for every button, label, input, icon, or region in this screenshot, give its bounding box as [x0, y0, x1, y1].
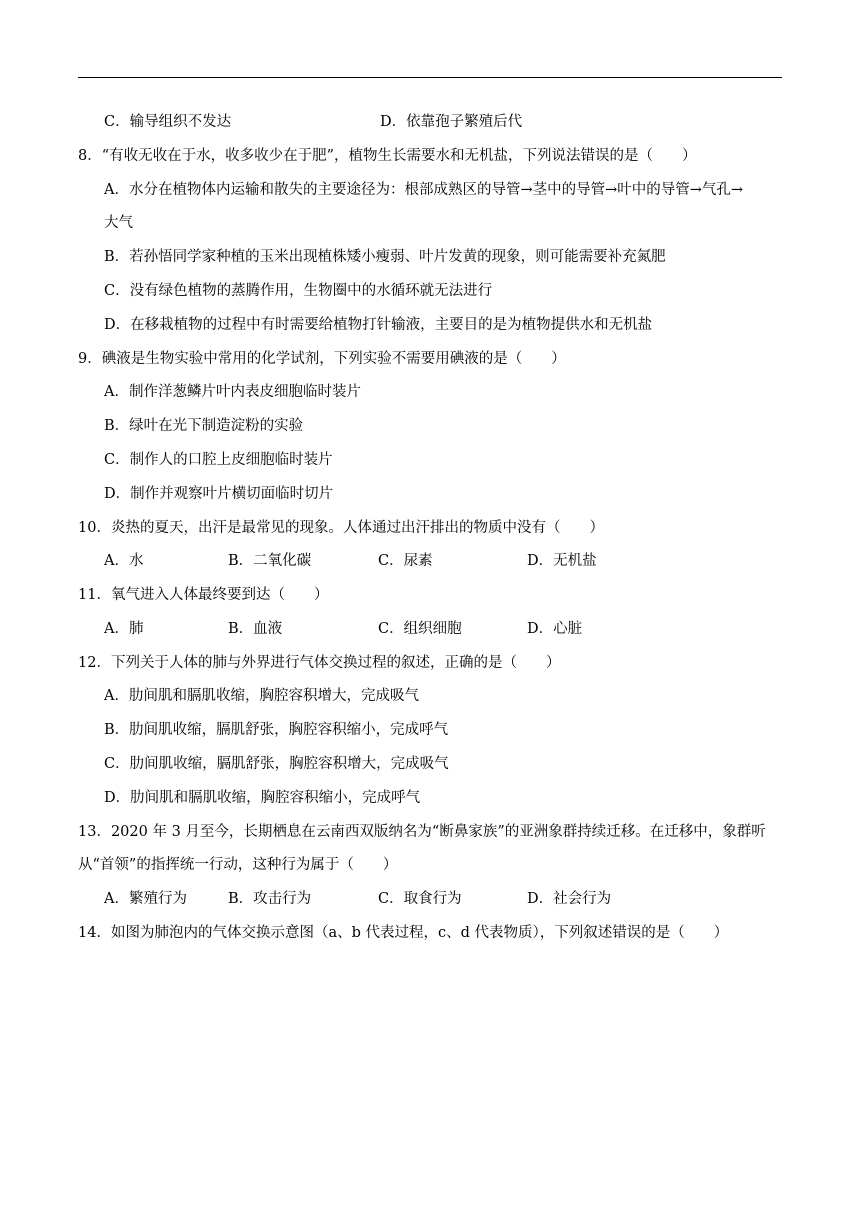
question-13-stem-cont: 从“首领”的指挥统一行动，这种行为属于（ ） — [78, 857, 398, 873]
option-d-prev: D．依靠孢子繁殖后代 — [380, 114, 523, 130]
question-10-option-a: A．水 — [104, 553, 144, 569]
question-8-option-c: C．没有绿色植物的蒸腾作用，生物圈中的水循环就无法进行 — [104, 283, 493, 299]
question-11-option-d: D．心脏 — [527, 621, 583, 637]
question-9-option-d: D．制作并观察叶片横切面临时切片 — [104, 486, 334, 502]
question-12-option-d: D．肋间肌和膈肌收缩，胸腔容积缩小，完成呼气 — [104, 790, 421, 806]
question-11-stem: 11．氧气进入人体最终要到达（ ） — [78, 587, 329, 603]
question-11-option-c: C．组织细胞 — [378, 621, 462, 637]
question-13-option-c: C．取食行为 — [378, 891, 462, 907]
question-12-option-b: B．肋间肌收缩，膈肌舒张，胸腔容积缩小，完成呼气 — [104, 722, 449, 738]
question-9-option-b: B．绿叶在光下制造淀粉的实验 — [104, 418, 304, 434]
question-8-option-a-cont: 大气 — [104, 215, 133, 231]
question-8-option-b: B．若孙悟同学家种植的玉米出现植株矮小瘦弱、叶片发黄的现象，则可能需要补充氮肥 — [104, 249, 666, 265]
question-12-stem: 12．下列关于人体的肺与外界进行气体交换过程的叙述，正确的是（ ） — [78, 655, 561, 671]
question-13-stem: 13．2020 年 3 月至今，长期栖息在云南西双版纳名为“断鼻家族”的亚洲象群持续迁移。在迁移中，象群听 — [78, 824, 766, 840]
question-10-option-b: B．二氧化碳 — [228, 553, 312, 569]
question-11-option-b: B．血液 — [228, 621, 283, 637]
question-14-stem: 14．如图为肺泡内的气体交换示意图（a、b 代表过程，c、d 代表物质），下列叙述错误的是（ ） — [78, 925, 729, 941]
question-10-option-d: D．无机盐 — [527, 553, 597, 569]
question-13-option-b: B．攻击行为 — [228, 891, 312, 907]
question-11-option-a: A．肺 — [104, 621, 144, 637]
question-9-stem: 9．碘液是生物实验中常用的化学试剂，下列实验不需要用碘液的是（ ） — [78, 351, 566, 367]
question-13-option-a: A．繁殖行为 — [104, 891, 187, 907]
question-8-stem: 8．“有收无收在于水，收多收少在于肥”，植物生长需要水和无机盐，下列说法错误的是（ ） — [78, 148, 697, 164]
question-8-option-d: D．在移栽植物的过程中有时需要给植物打针输液，主要目的是为植物提供水和无机盐 — [104, 317, 653, 333]
question-9-option-a: A．制作洋葱鳞片叶内表皮细胞临时装片 — [104, 384, 361, 400]
question-10-stem: 10．炎热的夏天，出汗是最常见的现象。人体通过出汗排出的物质中没有（ ） — [78, 520, 604, 536]
question-9-option-c: C．制作人的口腔上皮细胞临时装片 — [104, 452, 333, 468]
question-13-option-d: D．社会行为 — [527, 891, 612, 907]
question-12-option-c: C．肋间肌收缩，膈肌舒张，胸腔容积增大，完成吸气 — [104, 756, 449, 772]
header-rule — [78, 77, 782, 78]
question-10-option-c: C．尿素 — [378, 553, 433, 569]
question-8-option-a: A．水分在植物体内运输和散失的主要途径为：根部成熟区的导管→茎中的导管→叶中的导管→气孔→ — [104, 182, 744, 198]
question-12-option-a: A．肋间肌和膈肌收缩，胸腔容积增大，完成吸气 — [104, 688, 419, 704]
option-c-prev: C．输导组织不发达 — [104, 114, 232, 130]
